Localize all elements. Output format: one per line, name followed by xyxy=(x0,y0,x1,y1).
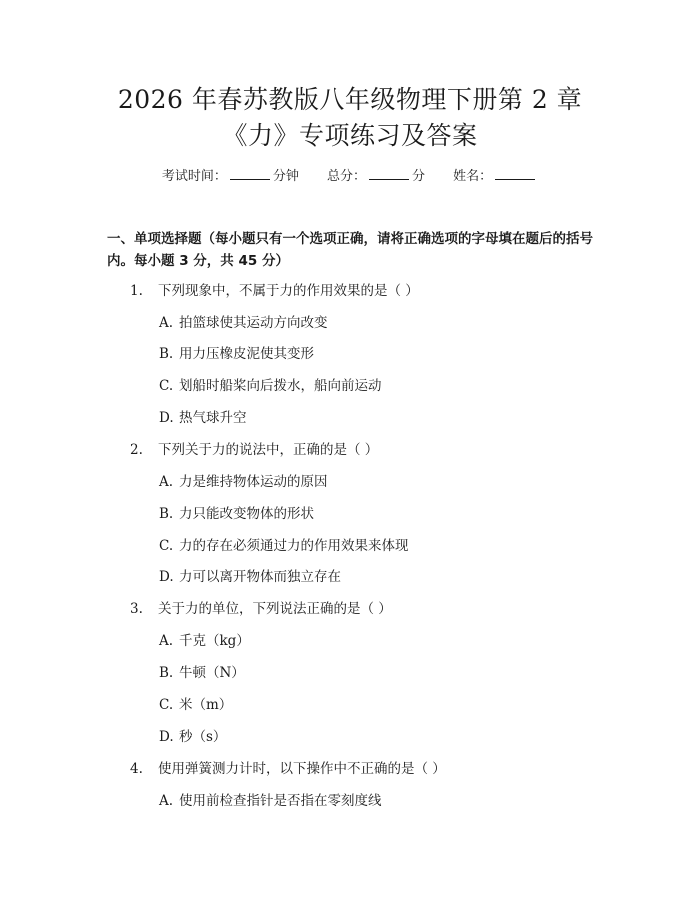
answer-option xyxy=(159,536,409,556)
option-letter: A. xyxy=(159,793,174,809)
option-letter: A. xyxy=(159,315,174,331)
question-number: 2. xyxy=(130,442,143,458)
option-text: 牛顿（N） xyxy=(179,665,245,681)
option-text: 力是维持物体运动的原因 xyxy=(179,474,328,490)
exam-time-label: 考试时间： xyxy=(161,169,227,184)
student-name-blank xyxy=(495,167,535,180)
option-letter: B. xyxy=(159,346,174,362)
question-number: 3. xyxy=(130,601,143,617)
exam-info-bar xyxy=(0,167,700,187)
option-letter: D. xyxy=(159,729,174,745)
exam-time-blank xyxy=(230,167,270,180)
answer-option xyxy=(159,791,382,811)
question-text: 关于力的单位，下列说法正确的是（ ） xyxy=(158,601,392,617)
student-name-field xyxy=(453,167,538,187)
question-stem xyxy=(130,599,392,619)
answer-option xyxy=(159,472,328,492)
question-text: 下列现象中，不属于力的作用效果的是（ ） xyxy=(158,283,419,299)
option-text: 秒（s） xyxy=(179,729,227,745)
document-title-line-2: 《力》专项练习及答案 xyxy=(222,121,478,150)
option-text: 使用前检查指针是否指在零刻度线 xyxy=(179,793,382,809)
option-text: 拍篮球使其运动方向改变 xyxy=(179,315,328,331)
question-number: 4. xyxy=(130,761,143,777)
answer-option xyxy=(159,663,245,683)
option-text: 力的存在必须通过力的作用效果来体现 xyxy=(179,538,409,554)
option-text: 用力压橡皮泥使其变形 xyxy=(179,346,314,362)
answer-option xyxy=(159,727,226,747)
question-stem xyxy=(130,440,378,460)
option-text: 热气球升空 xyxy=(179,410,247,426)
total-score-unit: 分 xyxy=(412,169,426,184)
option-letter: D. xyxy=(159,410,174,426)
option-letter: A. xyxy=(159,474,174,490)
answer-option xyxy=(159,313,328,333)
option-letter: C. xyxy=(159,697,174,713)
total-score-blank xyxy=(369,167,409,180)
total-score-label: 总分： xyxy=(326,169,366,184)
option-text: 划船时船桨向后拨水，船向前运动 xyxy=(179,378,382,394)
question-text: 下列关于力的说法中，正确的是（ ） xyxy=(158,442,379,458)
option-letter: B. xyxy=(159,506,174,522)
answer-option xyxy=(159,631,250,651)
answer-option xyxy=(159,408,247,428)
exam-time-field xyxy=(162,167,299,187)
option-text: 力只能改变物体的形状 xyxy=(179,506,314,522)
option-letter: C. xyxy=(159,538,174,554)
option-letter: D. xyxy=(159,569,174,585)
total-score-field xyxy=(327,167,425,187)
answer-option xyxy=(159,695,232,715)
option-text: 千克（kg） xyxy=(179,633,250,649)
student-name-label: 姓名： xyxy=(453,169,493,184)
question-stem xyxy=(130,759,446,779)
answer-option xyxy=(159,376,382,396)
question-text: 使用弹簧测力计时，以下操作中不正确的是（ ） xyxy=(158,761,446,777)
option-text: 力可以离开物体而独立存在 xyxy=(179,569,341,585)
section-heading: 一、单项选择题（每小题只有一个选项正确，请将正确选项的字母填在题后的括号内。每小题 3 分，共 45 分） xyxy=(107,231,593,269)
exam-time-unit: 分钟 xyxy=(272,169,299,184)
question-stem xyxy=(130,281,419,301)
option-letter: C. xyxy=(159,378,174,394)
option-text: 米（m） xyxy=(179,697,233,713)
option-letter: B. xyxy=(159,665,174,681)
document-title-line-1: 2026 年春苏教版八年级物理下册第 2 章 xyxy=(117,85,583,114)
answer-option xyxy=(159,567,341,587)
answer-option xyxy=(159,344,314,364)
option-letter: A. xyxy=(159,633,174,649)
answer-option xyxy=(159,504,314,524)
question-number: 1. xyxy=(130,283,143,299)
